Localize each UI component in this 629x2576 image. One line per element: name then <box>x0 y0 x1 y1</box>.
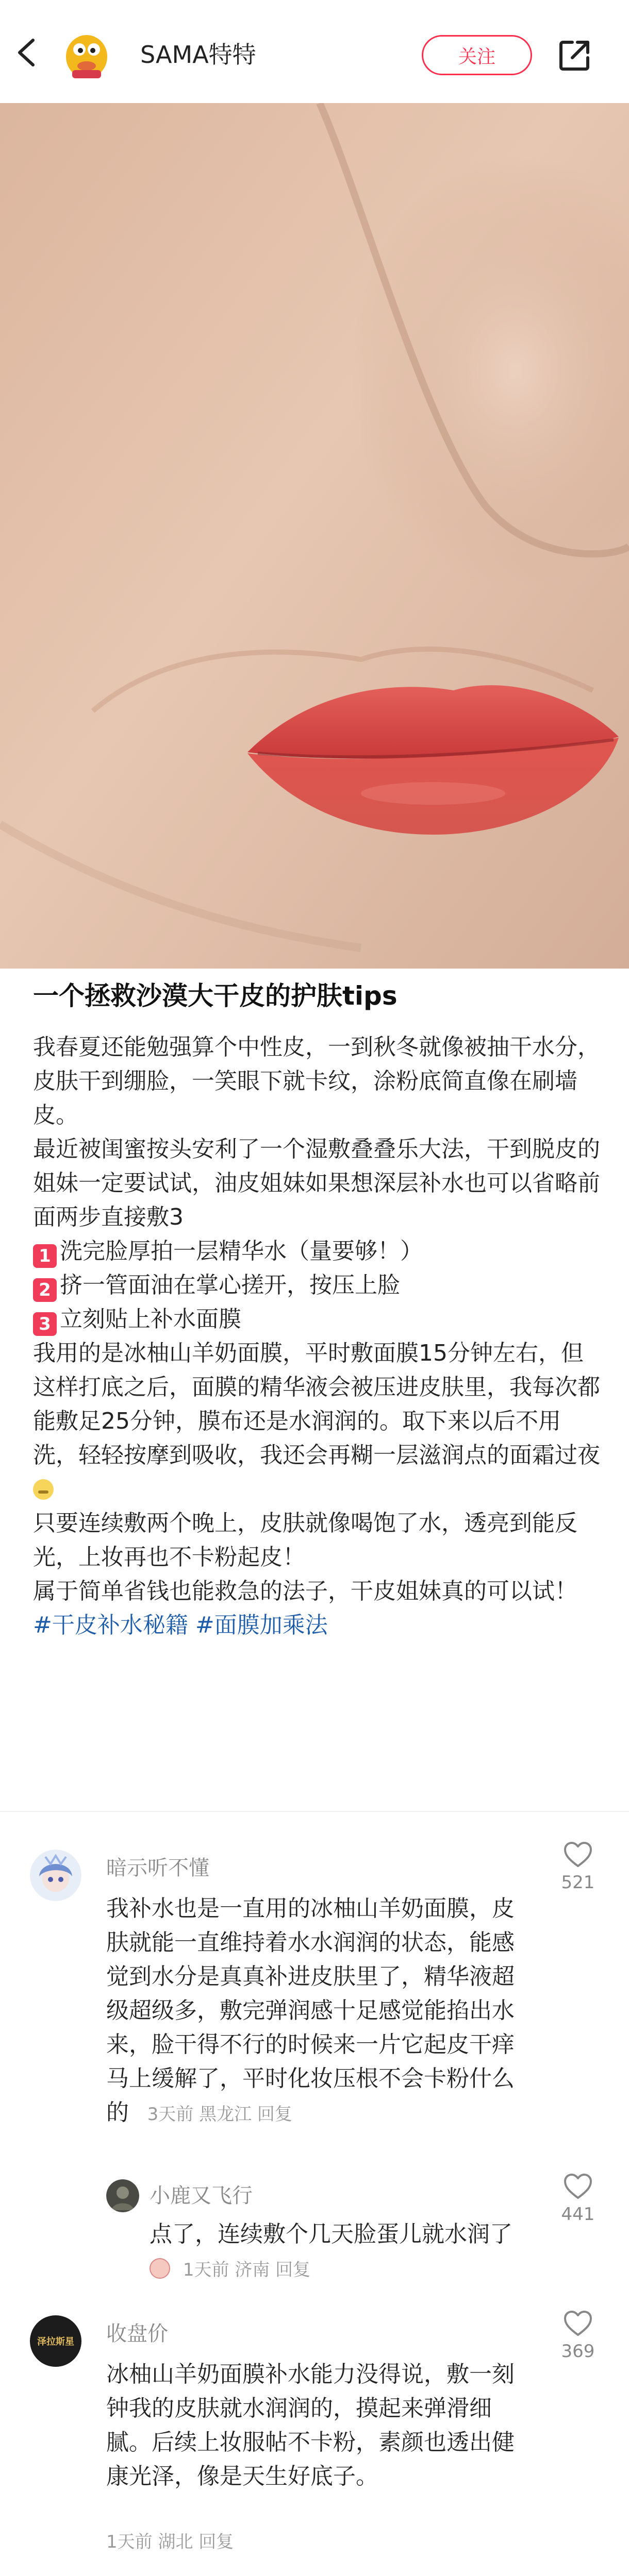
like-button[interactable] <box>560 1841 596 1893</box>
comment-meta: 3天前 黑龙江 回复 <box>147 2104 292 2125</box>
comment-text[interactable]: 冰柚山羊奶面膜补水能力没得说，敷一刻钟我的皮肤就水润润的，摸起来弹滑细腻。后续上妆服帖不卡粉，素颜也透出健康光泽，像是天生好底子。 <box>106 2361 515 2489</box>
heart-icon <box>563 2310 593 2337</box>
post-title: 一个拯救沙漠大干皮的护肤tips <box>33 981 398 1011</box>
commenter-avatar[interactable] <box>30 2315 81 2367</box>
back-arrow-icon[interactable] <box>14 38 37 67</box>
step-item <box>33 1234 600 1268</box>
reply-button[interactable]: 回复 <box>198 2532 234 2552</box>
author-name[interactable]: SAMA特特 <box>140 41 256 69</box>
step-badge: 3 <box>33 1312 57 1336</box>
heart-icon <box>563 2173 593 2200</box>
share-icon[interactable] <box>557 37 593 73</box>
reply-button[interactable]: 回复 <box>257 2104 292 2125</box>
step-item <box>33 1268 600 1302</box>
follow-button[interactable]: 关注 <box>422 35 532 75</box>
like-count: 441 <box>561 2204 595 2225</box>
step-text: 挤一管面油在掌心搓开，按压上脸 <box>60 1272 400 1298</box>
reply-button[interactable]: 回复 <box>275 2260 311 2280</box>
author-avatar[interactable] <box>58 25 115 82</box>
post-paragraph: 我用的是冰柚山羊奶面膜，平时敷面膜15分钟左右，但这样打底之后，面膜的精华液会被压进皮肤里，我每次都能敷足25分钟，膜布还是水润润的。取下来以后不用洗，轻轻按摩到吸收，我还会再糊一层滋润点的面霜过夜 <box>33 1336 600 1506</box>
like-button[interactable] <box>560 2173 596 2225</box>
hashtag-link[interactable]: #干皮补水秘籍 <box>33 1612 188 1638</box>
comment-text[interactable]: 点了，连续敷个几天脸蛋儿就水润了 1天前 济南 回复 <box>150 2221 512 2280</box>
step-text: 洗完脸厚拍一层精华水（量要够！） <box>60 1238 423 1264</box>
post-body <box>33 1030 600 1642</box>
like-button[interactable] <box>560 2310 596 2362</box>
post-photo[interactable] <box>0 103 629 969</box>
section-divider <box>0 1811 629 1812</box>
like-count: 521 <box>561 1872 595 1893</box>
top-bar <box>0 0 629 103</box>
commenter-name[interactable]: 小鹿又飞行 <box>150 2184 253 2208</box>
post-paragraph: 我春夏还能勉强算个中性皮，一到秋冬就像被抽干水分，皮肤干到绷脸，一笑眼下就卡纹，涂粉底简直像在刷墙皮。 <box>33 1034 600 1128</box>
smile-emoji-icon <box>33 1479 54 1500</box>
post-tags <box>33 1608 600 1642</box>
comment-meta: 1天前 济南 回复 <box>183 2260 311 2280</box>
comment-text[interactable]: 我补水也是一直用的冰柚山羊奶面膜，皮肤就能一直维持着水水润润的状态，能感觉到水分是真真补进皮肤里了，精华液超级超级多，敷完弹润感十足感觉能掐出水来，脸干得不行的时候来一片它起皮干痒马上缓解了，平时化妆压根不会卡粉什么的 3天前 黑龙江 回复 <box>106 1895 515 2126</box>
step-badge: 1 <box>33 1244 57 1268</box>
commenter-name[interactable]: 收盘价 <box>106 2322 168 2346</box>
step-badge: 2 <box>33 1278 57 1302</box>
laugh-emoji-icon <box>150 2258 170 2279</box>
hashtag-link[interactable]: #面膜加乘法 <box>195 1612 328 1638</box>
post-paragraph: 最近被闺蜜按头安利了一个湿敷叠叠乐大法，干到脱皮的姐妹一定要试试，油皮姐妹如果想深层补水也可以省略前面两步直接敷3 <box>33 1136 600 1230</box>
like-count: 369 <box>561 2341 595 2362</box>
commenter-name[interactable]: 暗示听不懂 <box>106 1856 209 1880</box>
post-paragraph: 属于简单省钱也能救急的法子，干皮姐妹真的可以试！ <box>33 1578 577 1604</box>
commenter-avatar[interactable] <box>106 2179 139 2212</box>
comment-meta: 1天前 湖北 回复 <box>106 2532 234 2552</box>
heart-icon <box>563 1841 593 1868</box>
step-item <box>33 1302 600 1336</box>
avatar-logo-text: 泽拉斯星 <box>37 2336 74 2347</box>
step-text: 立刻贴上补水面膜 <box>60 1306 241 1332</box>
post-paragraph: 只要连续敷两个晚上，皮肤就像喝饱了水，透亮到能反光，上妆再也不卡粉起皮！ <box>33 1510 577 1570</box>
commenter-avatar[interactable] <box>30 1850 81 1901</box>
